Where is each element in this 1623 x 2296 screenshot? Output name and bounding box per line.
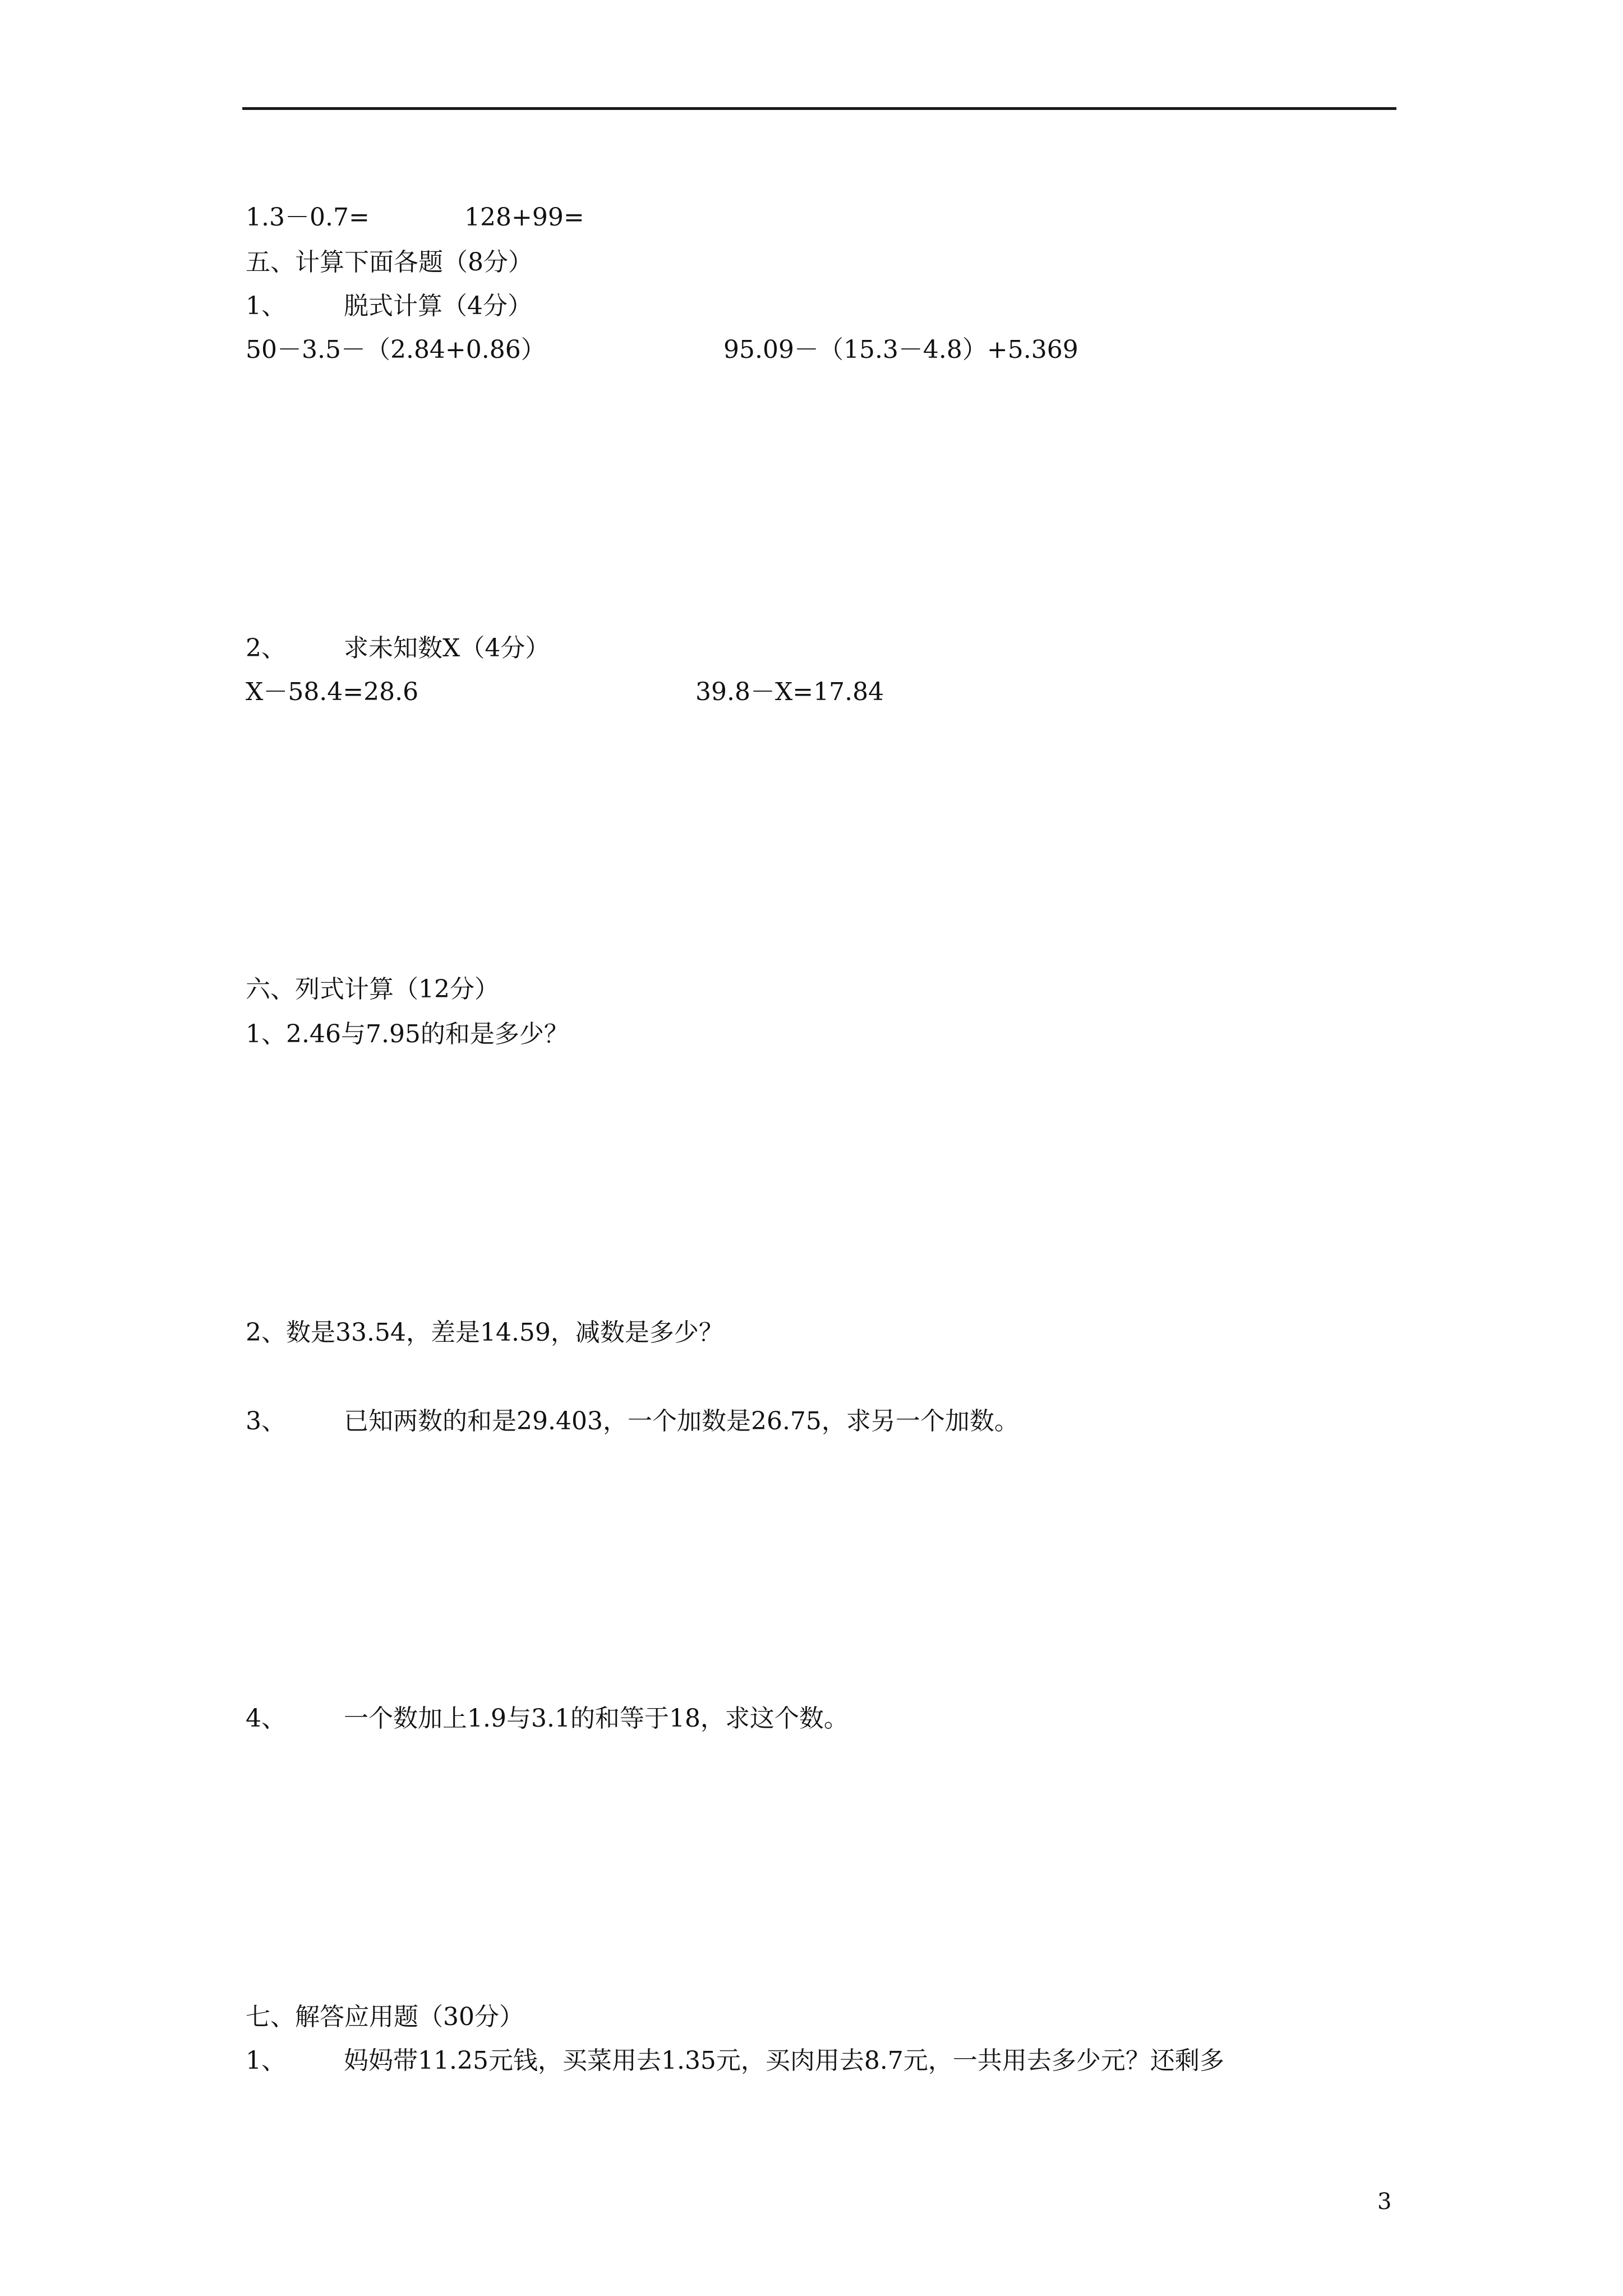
section-title: 七、解答应用题（30分） <box>246 2003 524 2031</box>
header-rule <box>242 107 1396 110</box>
question-number: 3、 <box>246 1407 286 1435</box>
question-text: 脱式计算（4分） <box>344 292 532 320</box>
question-number: 4、 <box>246 1704 286 1733</box>
question-text: 2、数是33.54，差是14.59，减数是多少？ <box>246 1318 723 1347</box>
equation: X－58.4=28.6 <box>246 678 419 706</box>
section-title: 六、列式计算（12分） <box>246 975 499 1004</box>
equation-row <box>246 677 884 771</box>
question-row <box>246 1406 1019 1500</box>
expression: 95.09－（15.3－4.8）+5.369 <box>723 335 1078 364</box>
question-row <box>246 1703 849 1797</box>
question-number: 1、 <box>246 292 286 320</box>
equation: 39.8－X=17.84 <box>695 678 884 706</box>
question-text: 求未知数X（4分） <box>344 634 550 662</box>
expression-row <box>246 334 1078 429</box>
question-number: 2、 <box>246 634 286 662</box>
section-title: 五、计算下面各题（8分） <box>246 248 533 277</box>
expression: 1.3－0.7= <box>246 203 370 232</box>
page-number: 3 <box>1377 2189 1392 2215</box>
question-text: 1、2.46与7.95的和是多少？ <box>246 1020 569 1048</box>
question-number: 1、 <box>246 2046 286 2075</box>
expression: 128+99= <box>464 203 584 232</box>
question-text: 妈妈带11.25元钱，买菜用去1.35元，买肉用去8.7元，一共用去多少元？还剩多 <box>344 2046 1224 2075</box>
question-row <box>246 2045 1224 2139</box>
question-text: 已知两数的和是29.403，一个加数是26.75，求另一个加数。 <box>344 1407 1019 1435</box>
question-text: 一个数加上1.9与3.1的和等于18，求这个数。 <box>344 1704 849 1733</box>
expression: 50－3.5－（2.84+0.86） <box>246 335 546 364</box>
